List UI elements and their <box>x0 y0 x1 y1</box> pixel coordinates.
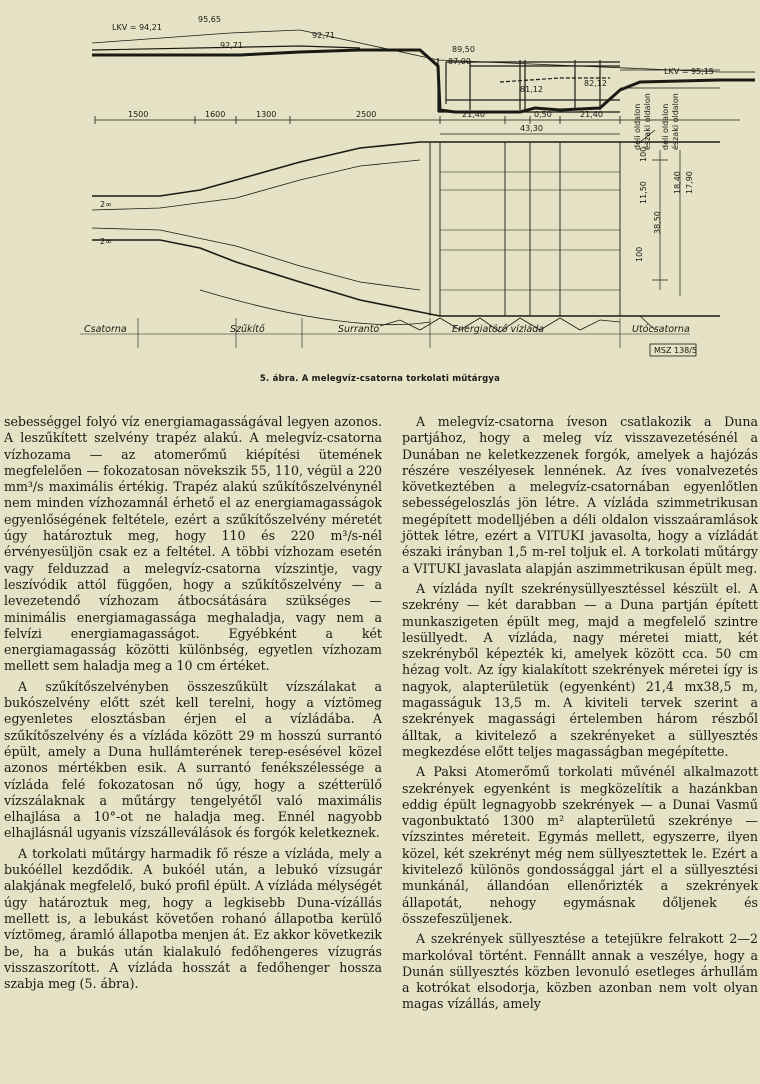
plan-outline-top <box>92 142 720 196</box>
dimension-label: 1500 <box>128 110 149 119</box>
section-label-utocsatorna: Utócsatorna <box>632 324 690 335</box>
vertical-label: déli oldalon <box>661 103 670 150</box>
cross-section-figure <box>0 0 760 400</box>
dimension-label: 18,40 <box>673 171 682 194</box>
section-label-szukito: Szűkítő <box>230 324 265 335</box>
section-label-vizlada: Energiatörő vízláda <box>452 324 545 335</box>
dimension-label: 17,90 <box>685 171 694 194</box>
water-line <box>92 30 755 72</box>
vertical-label: északi oldalon <box>671 93 680 150</box>
level-label: 92,71 <box>312 31 335 40</box>
figure-caption: 5. ábra. A melegvíz-csatorna torkolati műtárgya <box>259 374 501 384</box>
dimension-label: 38,50 <box>653 211 662 234</box>
paragraph: A szekrények süllyesztése a tetejükre felrakott 2—2 markolóval történt. Fennállt annak a veszélye, hogy a Dunán süllyesztés közben levonuló esetleges árhullám a kotrókat elsodorja, közben azonban nem volt olyan magas vízállás, amely <box>402 931 758 1012</box>
section-label-surranto: Surrantó <box>338 324 380 335</box>
dimension-label: 100 <box>635 246 644 262</box>
small-label: 2∞ <box>100 200 112 209</box>
section-label-csatorna: Csatorna <box>84 324 127 335</box>
paragraph: sebességgel folyó víz energiamagasságával legyen azonos. A leszűkített szelvény trapéz alakú. A melegvíz-csatorna vízhozama — az atomerőmű kiépítési ütemének megfelelően — fokozatosan növekszik 55, 110, végül a 220 mm³/s maximális értékig. Trapéz alakú szűkítőszelvénynél nem minden vízhozamnál érhető el az energiamagasságok egyenlőségének feltétele, ezért a szűkítőszelvény méretét úgy határoztuk meg, hogy 110 és 220 m³/s-nél érvényesüljön csak ez a feltétel. A többi vízhozam esetén vagy felduzzad a melegvíz-csatorna vízszintje, vagy leszívódik attól függően, hogy a szűkítőszelvény — a levezetendő vízhozam átbocsátására szükséges — minimális energiamagassága meghaladja, vagy nem a felvízi energiamagasságot. Egyébként a két energiamagasság közötti különbség, egyetlen vízhozam mellett sem haladja meg a 10 cm értéket. <box>4 414 382 674</box>
vertical-label: északi oldalon <box>643 93 652 150</box>
dimension-label: 0,50 <box>534 110 552 119</box>
level-label: LKV = 95,15 <box>664 67 714 76</box>
dimension-label: 1600 <box>205 110 226 119</box>
vertical-label: déli oldalon <box>633 103 642 150</box>
level-label: 89,50 <box>452 45 475 54</box>
level-label: LKV = 94,21 <box>112 23 162 32</box>
level-label: 81,12 <box>520 85 543 94</box>
level-label: 92,71 <box>220 41 243 50</box>
dimension-label: 2500 <box>356 110 377 119</box>
section-labels <box>84 324 690 335</box>
paragraph: A szűkítőszelvényben összeszűkült vízszálakat a bukószelvény előtt szét kell terelni, hogy a víztömeg egyenletes elosztásban érjen el a vízládába. A szűkítőszelvény és a vízláda között 29 m hosszú surrantó épült, amely a Duna hullámterének terep-esésével közel azonos mértékben esik. A surrantó fenékszélessége a vízláda felé fokozatosan nő úgy, hogy a szétterülő vízszálaknak a műtárgy tengelyétől való maximális elhajlása a 10°-ot ne haladja meg. Ennél nagyobb elhajlásnál ugyanis vízszálleválások és forgók keletkeznek. <box>4 678 382 841</box>
paragraph: A melegvíz-csatorna íveson csatlakozik a Duna partjához, hogy a meleg víz visszavezetésénél a Dunában ne keletkezzenek forgók, amelyek a hajózás részére veszélyesek lennének. Az íves vonalvezetés következtében a melegvíz-csatornában egyenlőtlen sebességeloszlás jön létre. A vízláda szimmetrikusan megépített modelljében a déli oldalon visszaáramlások jöttek létre, ezért a VITUKI javasolta, hogy a vízládát északi irányban 1,5 m-rel toljuk el. A torkolati műtárgy a VITUKI javaslata alapján aszimmetrikusan épült meg. <box>402 414 758 576</box>
level-label: 87,00 <box>448 57 471 66</box>
dimension-label: 1300 <box>256 110 277 119</box>
right-column <box>402 414 758 1017</box>
paragraph: A vízláda nyílt szekrénysüllyesztéssel készült el. A szekrény — két darabban — a Duna partján épített munkaszigeten épült meg, majd a megfelelő szintre lesüllyedt. A vízláda, nagy méretei miatt, két szekrényből képezték ki, amelyek között cca. 50 cm hézag volt. Az így kialakított szekrények méretei így is nagyok, alapterületük (egyenként) 21,4 mx38,5 m, magasságuk 13,5 m. A kiviteli tervek szerint a szekrények magassági értelemben három részből álltak, a kivitelező a szekrényeket a süllyesztés megkezdése előtt teljes magasságban megépítette. <box>402 580 758 759</box>
channel-bottom-line <box>92 50 755 112</box>
level-label: 82,12 <box>584 79 607 88</box>
dimension-label: 11,50 <box>639 181 648 204</box>
dimension-label: 43,30 <box>520 124 543 133</box>
dimension-label: 21,40 <box>580 110 603 119</box>
small-label: 2∞ <box>100 237 112 246</box>
dimension-label: 100 <box>639 146 648 162</box>
paragraph: A torkolati műtárgy harmadik fő része a vízláda, mely a bukóéllel kezdődik. A bukóél után, a lebukó vízsugár alakjának megfelelő, bukó profil épült. A vízláda mélységét úgy határoztuk meg, hogy a legkisebb Duna-vízállás mellett is, a lebukást követően rohanó állapotba kerülő víztömeg, áramló állapotba menjen át. Ez akkor következik be, ha a bukás után kialakuló fedőhengeres vízugrás visszaszorított. A vízláda hosszát a fedőhenger hossza szabja meg (5. ábra). <box>4 845 382 992</box>
figure-stamp: MSZ 138/5 <box>654 346 698 355</box>
dimension-label: 21,40 <box>462 110 485 119</box>
paragraph: A Paksi Atomerőmű torkolati művénél alkalmazott szekrények egyenként is megközelítik a hazánkban eddig épült legnagyobb szekrények — a Dunai Vasmű vagonbuktató 1300 m² alapterületű szekrénye — vízszintes méreteit. Egymás mellett, egyszerre, ilyen közel, két szekrényt még nem süllyesztettek le. Ezért a kivitelező különös gondossággal járt el a süllyesztési munkánál, állandóan ellenőrizték a szekrények állapotát, nehogy egymásnak dőljenek és összefeszüljenek. <box>402 764 758 926</box>
left-column <box>4 414 382 996</box>
level-label: 95,65 <box>198 15 221 24</box>
plan-outline-bottom <box>92 240 720 316</box>
